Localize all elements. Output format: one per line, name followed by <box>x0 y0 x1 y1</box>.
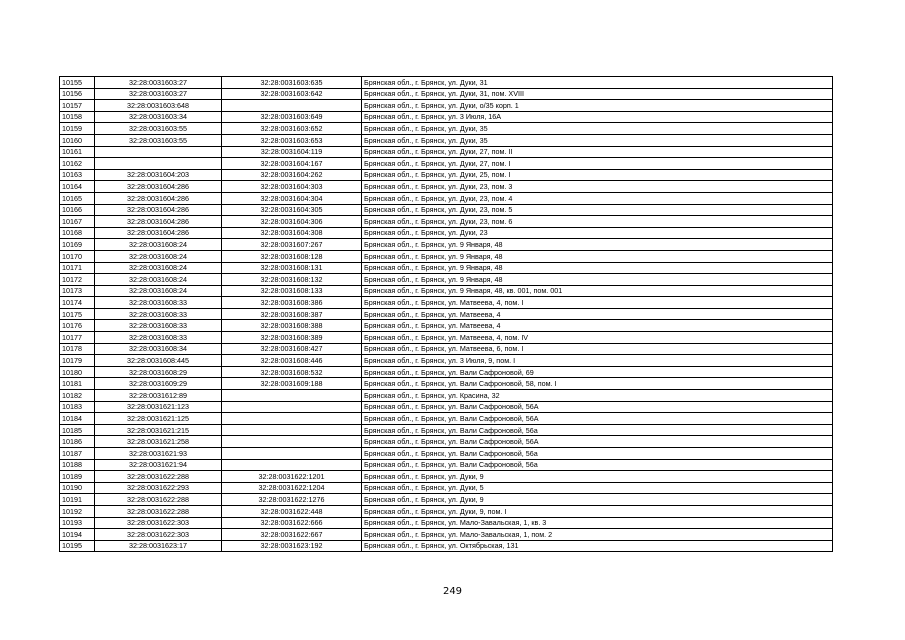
object-cadastral-cell: 32:28:0031603:649 <box>222 111 362 123</box>
row-number-cell: 10195 <box>60 540 95 552</box>
row-number-cell: 10176 <box>60 320 95 332</box>
parcel-cadastral-cell: 32:28:0031622:288 <box>95 471 222 483</box>
parcel-cadastral-cell: 32:28:0031621:94 <box>95 459 222 471</box>
address-cell: Брянская обл., г. Брянск, ул. Вали Сафроновой, 56А <box>362 413 833 425</box>
parcel-cadastral-cell: 32:28:0031604:286 <box>95 192 222 204</box>
parcel-cadastral-cell: 32:28:0031612:89 <box>95 390 222 402</box>
registry-table <box>59 76 833 552</box>
object-cadastral-cell: 32:28:0031608:133 <box>222 285 362 297</box>
object-cadastral-cell: 32:28:0031603:642 <box>222 88 362 100</box>
parcel-cadastral-cell: 32:28:0031622:293 <box>95 482 222 494</box>
parcel-cadastral-cell: 32:28:0031622:303 <box>95 529 222 541</box>
parcel-cadastral-cell: 32:28:0031608:34 <box>95 343 222 355</box>
object-cadastral-cell: 32:28:0031622:1276 <box>222 494 362 506</box>
row-number-cell: 10193 <box>60 517 95 529</box>
parcel-cadastral-cell: 32:28:0031603:34 <box>95 111 222 123</box>
address-cell: Брянская обл., г. Брянск, ул. 9 Января, 48 <box>362 274 833 286</box>
parcel-cadastral-cell: 32:28:0031621:125 <box>95 413 222 425</box>
parcel-cadastral-cell: 32:28:0031603:27 <box>95 88 222 100</box>
address-cell: Брянская обл., г. Брянск, ул. Вали Сафроновой, 58, пом. I <box>362 378 833 390</box>
table-row <box>60 332 833 344</box>
parcel-cadastral-cell: 32:28:0031608:445 <box>95 355 222 367</box>
table-row <box>60 366 833 378</box>
object-cadastral-cell <box>222 424 362 436</box>
object-cadastral-cell: 32:28:0031604:303 <box>222 181 362 193</box>
parcel-cadastral-cell: 32:28:0031603:27 <box>95 77 222 89</box>
row-number-cell: 10171 <box>60 262 95 274</box>
row-number-cell: 10170 <box>60 250 95 262</box>
row-number-cell: 10177 <box>60 332 95 344</box>
address-cell: Брянская обл., г. Брянск, ул. Дуки, 27, пом. II <box>362 146 833 158</box>
address-cell: Брянская обл., г. Брянск, ул. 9 Января, 48 <box>362 239 833 251</box>
address-cell: Брянская обл., г. Брянск, ул. Дуки, 31, пом. XVIII <box>362 88 833 100</box>
address-cell: Брянская обл., г. Брянск, ул. Матвеева, 4 <box>362 308 833 320</box>
parcel-cadastral-cell: 32:28:0031608:33 <box>95 308 222 320</box>
object-cadastral-cell <box>222 401 362 413</box>
object-cadastral-cell: 32:28:0031608:386 <box>222 297 362 309</box>
parcel-cadastral-cell: 32:28:0031621:123 <box>95 401 222 413</box>
table-row <box>60 100 833 112</box>
table-row <box>60 471 833 483</box>
address-cell: Брянская обл., г. Брянск, ул. Дуки, 5 <box>362 482 833 494</box>
object-cadastral-cell: 32:28:0031623:192 <box>222 540 362 552</box>
row-number-cell: 10166 <box>60 204 95 216</box>
table-row <box>60 436 833 448</box>
row-number-cell: 10179 <box>60 355 95 367</box>
object-cadastral-cell <box>222 413 362 425</box>
object-cadastral-cell: 32:28:0031622:448 <box>222 505 362 517</box>
object-cadastral-cell: 32:28:0031603:652 <box>222 123 362 135</box>
address-cell: Брянская обл., г. Брянск, ул. Вали Сафроновой, 56А <box>362 401 833 413</box>
object-cadastral-cell: 32:28:0031604:306 <box>222 216 362 228</box>
address-cell: Брянская обл., г. Брянск, ул. Дуки, 23, пом. 3 <box>362 181 833 193</box>
address-cell: Брянская обл., г. Брянск, ул. Вали Сафроновой, 56а <box>362 448 833 460</box>
object-cadastral-cell: 32:28:0031604:119 <box>222 146 362 158</box>
page-number: 249 <box>442 586 463 597</box>
parcel-cadastral-cell: 32:28:0031608:24 <box>95 239 222 251</box>
address-cell: Брянская обл., г. Брянск, ул. Дуки, 27, пом. I <box>362 158 833 170</box>
row-number-cell: 10162 <box>60 158 95 170</box>
row-number-cell: 10194 <box>60 529 95 541</box>
address-cell: Брянская обл., г. Брянск, ул. Дуки, 23, пом. 6 <box>362 216 833 228</box>
object-cadastral-cell: 32:28:0031622:1201 <box>222 471 362 483</box>
parcel-cadastral-cell: 32:28:0031608:29 <box>95 366 222 378</box>
object-cadastral-cell: 32:28:0031604:308 <box>222 227 362 239</box>
address-cell: Брянская обл., г. Брянск, ул. Дуки, 9 <box>362 494 833 506</box>
row-number-cell: 10160 <box>60 134 95 146</box>
table-row <box>60 505 833 517</box>
address-cell: Брянская обл., г. Брянск, ул. Дуки, 9 <box>362 471 833 483</box>
table-row <box>60 216 833 228</box>
row-number-cell: 10168 <box>60 227 95 239</box>
address-cell: Брянская обл., г. Брянск, ул. Октябрьская, 131 <box>362 540 833 552</box>
object-cadastral-cell: 32:28:0031604:305 <box>222 204 362 216</box>
object-cadastral-cell: 32:28:0031608:427 <box>222 343 362 355</box>
parcel-cadastral-cell: 32:28:0031608:33 <box>95 332 222 344</box>
parcel-cadastral-cell: 32:28:0031608:33 <box>95 320 222 332</box>
object-cadastral-cell <box>222 459 362 471</box>
object-cadastral-cell: 32:28:0031622:666 <box>222 517 362 529</box>
parcel-cadastral-cell: 32:28:0031609:29 <box>95 378 222 390</box>
object-cadastral-cell <box>222 100 362 112</box>
object-cadastral-cell: 32:28:0031603:635 <box>222 77 362 89</box>
parcel-cadastral-cell: 32:28:0031608:33 <box>95 297 222 309</box>
registry-table-body <box>60 77 833 552</box>
table-row <box>60 192 833 204</box>
table-row <box>60 146 833 158</box>
row-number-cell: 10172 <box>60 274 95 286</box>
row-number-cell: 10181 <box>60 378 95 390</box>
table-row <box>60 424 833 436</box>
table-row <box>60 250 833 262</box>
object-cadastral-cell: 32:28:0031604:262 <box>222 169 362 181</box>
address-cell: Брянская обл., г. Брянск, ул. Дуки, 35 <box>362 134 833 146</box>
object-cadastral-cell: 32:28:0031608:446 <box>222 355 362 367</box>
address-cell: Брянская обл., г. Брянск, ул. Дуки, 23, пом. 5 <box>362 204 833 216</box>
row-number-cell: 10189 <box>60 471 95 483</box>
address-cell: Брянская обл., г. Брянск, ул. Вали Сафроновой, 69 <box>362 366 833 378</box>
object-cadastral-cell: 32:28:0031607:267 <box>222 239 362 251</box>
address-cell: Брянская обл., г. Брянск, ул. Матвеева, 4 <box>362 320 833 332</box>
address-cell: Брянская обл., г. Брянск, ул. Мало-Завальская, 1, кв. 3 <box>362 517 833 529</box>
table-row <box>60 308 833 320</box>
row-number-cell: 10187 <box>60 448 95 460</box>
row-number-cell: 10161 <box>60 146 95 158</box>
table-row <box>60 355 833 367</box>
row-number-cell: 10175 <box>60 308 95 320</box>
object-cadastral-cell <box>222 436 362 448</box>
table-row <box>60 158 833 170</box>
row-number-cell: 10185 <box>60 424 95 436</box>
parcel-cadastral-cell: 32:28:0031604:286 <box>95 216 222 228</box>
parcel-cadastral-cell: 32:28:0031622:288 <box>95 494 222 506</box>
row-number-cell: 10184 <box>60 413 95 425</box>
parcel-cadastral-cell: 32:28:0031604:286 <box>95 181 222 193</box>
row-number-cell: 10163 <box>60 169 95 181</box>
row-number-cell: 10173 <box>60 285 95 297</box>
table-row <box>60 181 833 193</box>
table-row <box>60 134 833 146</box>
address-cell: Брянская обл., г. Брянск, ул. Матвеева, 6, пом. I <box>362 343 833 355</box>
table-row <box>60 517 833 529</box>
address-cell: Брянская обл., г. Брянск, ул. 3 Июля, 9, пом. I <box>362 355 833 367</box>
table-row <box>60 482 833 494</box>
address-cell: Брянская обл., г. Брянск, ул. 9 Января, 48 <box>362 262 833 274</box>
parcel-cadastral-cell: 32:28:0031604:286 <box>95 227 222 239</box>
table-row <box>60 88 833 100</box>
object-cadastral-cell: 32:28:0031609:188 <box>222 378 362 390</box>
parcel-cadastral-cell: 32:28:0031608:24 <box>95 250 222 262</box>
row-number-cell: 10169 <box>60 239 95 251</box>
parcel-cadastral-cell: 32:28:0031622:303 <box>95 517 222 529</box>
table-row <box>60 413 833 425</box>
address-cell: Брянская обл., г. Брянск, ул. Вали Сафроновой, 56а <box>362 424 833 436</box>
parcel-cadastral-cell: 32:28:0031608:24 <box>95 262 222 274</box>
object-cadastral-cell: 32:28:0031608:388 <box>222 320 362 332</box>
table-row <box>60 274 833 286</box>
row-number-cell: 10188 <box>60 459 95 471</box>
table-row <box>60 529 833 541</box>
address-cell: Брянская обл., г. Брянск, ул. Матвеева, 4, пом. I <box>362 297 833 309</box>
parcel-cadastral-cell: 32:28:0031621:93 <box>95 448 222 460</box>
parcel-cadastral-cell <box>95 146 222 158</box>
object-cadastral-cell <box>222 390 362 402</box>
object-cadastral-cell: 32:28:0031608:132 <box>222 274 362 286</box>
table-row <box>60 390 833 402</box>
table-row <box>60 540 833 552</box>
parcel-cadastral-cell: 32:28:0031608:24 <box>95 285 222 297</box>
row-number-cell: 10191 <box>60 494 95 506</box>
row-number-cell: 10182 <box>60 390 95 402</box>
row-number-cell: 10174 <box>60 297 95 309</box>
table-row <box>60 459 833 471</box>
row-number-cell: 10164 <box>60 181 95 193</box>
address-cell: Брянская обл., г. Брянск, ул. 3 Июля, 16А <box>362 111 833 123</box>
table-row <box>60 448 833 460</box>
table-row <box>60 343 833 355</box>
row-number-cell: 10167 <box>60 216 95 228</box>
parcel-cadastral-cell <box>95 158 222 170</box>
row-number-cell: 10178 <box>60 343 95 355</box>
row-number-cell: 10155 <box>60 77 95 89</box>
parcel-cadastral-cell: 32:28:0031604:286 <box>95 204 222 216</box>
table-row <box>60 320 833 332</box>
row-number-cell: 10156 <box>60 88 95 100</box>
address-cell: Брянская обл., г. Брянск, ул. Дуки, 25, пом. I <box>362 169 833 181</box>
parcel-cadastral-cell: 32:28:0031603:55 <box>95 134 222 146</box>
table-row <box>60 204 833 216</box>
table-row <box>60 285 833 297</box>
address-cell: Брянская обл., г. Брянск, ул. Дуки, 35 <box>362 123 833 135</box>
row-number-cell: 10190 <box>60 482 95 494</box>
object-cadastral-cell <box>222 448 362 460</box>
object-cadastral-cell: 32:28:0031608:387 <box>222 308 362 320</box>
address-cell: Брянская обл., г. Брянск, ул. 9 Января, 48, кв. 001, пом. 001 <box>362 285 833 297</box>
address-cell: Брянская обл., г. Брянск, ул. Дуки, 23, пом. 4 <box>362 192 833 204</box>
parcel-cadastral-cell: 32:28:0031623:17 <box>95 540 222 552</box>
table-row <box>60 239 833 251</box>
address-cell: Брянская обл., г. Брянск, ул. Дуки, 9, пом. I <box>362 505 833 517</box>
row-number-cell: 10183 <box>60 401 95 413</box>
table-row <box>60 111 833 123</box>
parcel-cadastral-cell: 32:28:0031608:24 <box>95 274 222 286</box>
row-number-cell: 10180 <box>60 366 95 378</box>
table-row <box>60 77 833 89</box>
row-number-cell: 10186 <box>60 436 95 448</box>
row-number-cell: 10158 <box>60 111 95 123</box>
address-cell: Брянская обл., г. Брянск, ул. Красина, 32 <box>362 390 833 402</box>
row-number-cell: 10192 <box>60 505 95 517</box>
parcel-cadastral-cell: 32:28:0031622:288 <box>95 505 222 517</box>
parcel-cadastral-cell: 32:28:0031621:215 <box>95 424 222 436</box>
table-row <box>60 262 833 274</box>
object-cadastral-cell: 32:28:0031604:167 <box>222 158 362 170</box>
object-cadastral-cell: 32:28:0031622:667 <box>222 529 362 541</box>
table-row <box>60 123 833 135</box>
row-number-cell: 10159 <box>60 123 95 135</box>
table-row <box>60 227 833 239</box>
address-cell: Брянская обл., г. Брянск, ул. Дуки, 31 <box>362 77 833 89</box>
address-cell: Брянская обл., г. Брянск, ул. Дуки, о/35 корп. 1 <box>362 100 833 112</box>
table-row <box>60 494 833 506</box>
row-number-cell: 10165 <box>60 192 95 204</box>
parcel-cadastral-cell: 32:28:0031621:258 <box>95 436 222 448</box>
object-cadastral-cell: 32:28:0031603:653 <box>222 134 362 146</box>
address-cell: Брянская обл., г. Брянск, ул. Мало-Завальская, 1, пом. 2 <box>362 529 833 541</box>
parcel-cadastral-cell: 32:28:0031603:648 <box>95 100 222 112</box>
address-cell: Брянская обл., г. Брянск, ул. 9 Января, 48 <box>362 250 833 262</box>
table-row <box>60 297 833 309</box>
address-cell: Брянская обл., г. Брянск, ул. Матвеева, 4, пом. IV <box>362 332 833 344</box>
table-row <box>60 401 833 413</box>
object-cadastral-cell: 32:28:0031608:389 <box>222 332 362 344</box>
row-number-cell: 10157 <box>60 100 95 112</box>
parcel-cadastral-cell: 32:28:0031603:55 <box>95 123 222 135</box>
table-row <box>60 378 833 390</box>
object-cadastral-cell: 32:28:0031608:532 <box>222 366 362 378</box>
object-cadastral-cell: 32:28:0031622:1204 <box>222 482 362 494</box>
address-cell: Брянская обл., г. Брянск, ул. Вали Сафроновой, 56а <box>362 459 833 471</box>
address-cell: Брянская обл., г. Брянск, ул. Дуки, 23 <box>362 227 833 239</box>
object-cadastral-cell: 32:28:0031608:128 <box>222 250 362 262</box>
table-row <box>60 169 833 181</box>
address-cell: Брянская обл., г. Брянск, ул. Вали Сафроновой, 56А <box>362 436 833 448</box>
parcel-cadastral-cell: 32:28:0031604:203 <box>95 169 222 181</box>
object-cadastral-cell: 32:28:0031608:131 <box>222 262 362 274</box>
object-cadastral-cell: 32:28:0031604:304 <box>222 192 362 204</box>
